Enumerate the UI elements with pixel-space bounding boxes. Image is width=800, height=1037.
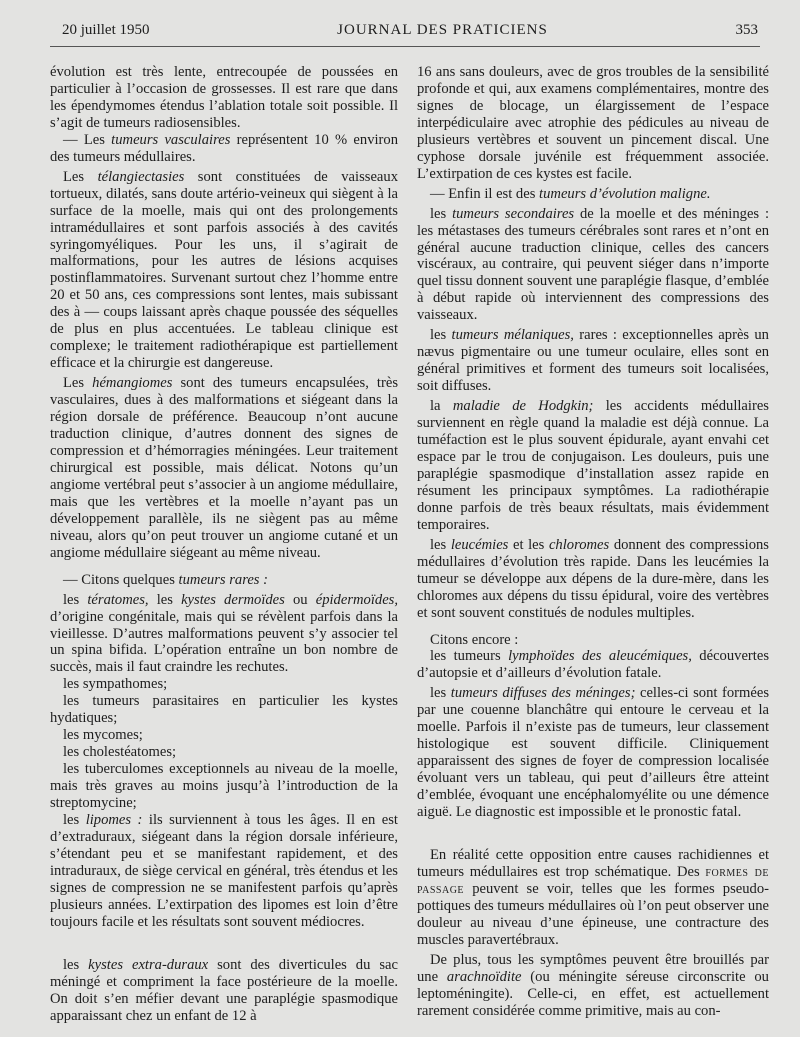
paragraph: En réalité cette opposition entre causes rachidiennes et tumeurs médullaires est trop schématique. Des formes de passage peuvent se voir, telles que les formes pseudo-pottiques des tumeurs médullaires où l’on peut observer une douleur au niveau d’une épineuse, une contracture des muscles paravertébraux. <box>417 846 769 948</box>
paragraph: — Enfin il est des tumeurs d’évolution maligne. <box>430 185 711 202</box>
paragraph: les tuberculomes exceptionnels au niveau de la moelle, mais très graves au moins jusqu’à l’introduction de la streptomycine; <box>50 761 398 812</box>
paragraph: 16 ans sans douleurs, avec de gros troubles de la sensibilité profonde et qui, aux examens complémentaires, montre des signes de blocage, un élargissement de l’espace interpédiculaire avec atrophie des pédicules au niveau de plusieurs vertèbres et souvent un pincement discal. Une cyphose dorsale juvénile est fréquemment associée. L’extirpation de ces kystes est facile. <box>417 64 769 182</box>
left-column <box>50 64 398 1027</box>
paragraph: — Citons quelques tumeurs rares : <box>63 571 268 588</box>
paragraph: les sympathomes; <box>63 676 168 693</box>
paragraph: les tératomes, les kystes dermoïdes ou épidermoïdes, d’origine congénitale, mais qui se révèlent parfois dans la vieillesse. D’autres malformations peuvent s’y associer tel un spina bifida. L’opération entraîne un bon nombre de succès, mais il faut craindre les rechutes. <box>50 591 398 676</box>
paragraph: les tumeurs diffuses des méninges; celles-ci sont formées par une couenne blanchâtre qui entoure le cerveau et la moelle. Parfois il n’existe pas de tumeurs, leur classement histologique est souvent difficile. Cliniquement apparaissent des signes de foyer de compression localisée évoluant vers un tableau, qui peut d’ailleurs être atteint d’emblée, évoquant une encéphalomyélite ou une démence aiguë. Le diagnostic est impossible et le pronostic fatal. <box>417 685 769 821</box>
paragraph: — Les tumeurs vasculaires représentent 10 % environ des tumeurs médullaires. <box>50 131 398 165</box>
paragraph: De plus, tous les symptômes peuvent être brouillés par une arachnoïdite (ou méningite séreuse circonscrite ou leptoméningite). Celle-ci, en effet, est actuellement rarement considérée comme primitive, mais au con- <box>417 951 769 1019</box>
paragraph: les mycomes; <box>63 727 143 744</box>
header-date: 20 juillet 1950 <box>62 22 150 38</box>
paragraph: les cholestéatomes; <box>63 744 177 761</box>
right-column <box>417 64 769 1027</box>
page-header <box>62 22 758 44</box>
paragraph: les kystes extra-duraux sont des diverticules du sac méningé et compriment la face postérieure de la moelle. On doit s’en méfier devant une paraplégie spasmodique apparaissant chez un enfant de 12 à <box>50 956 398 1024</box>
paragraph: Citons encore : <box>430 631 519 648</box>
paragraph: les leucémies et les chloromes donnent des compressions médullaires d’évolution très rapide. Dans les leucémies la tumeur se développe aux dépens de la dure-mère, dans les chloromes aux dépens du tissu épidural, voire des vertèbres et sont souvent constitués de nodules multiples. <box>417 536 769 621</box>
paragraph: les tumeurs secondaires de la moelle et des méninges : les métastases des tumeurs cérébrales sont rares et n’ont en général aucune traduction clinique, celles des cancers viscéraux, au contraire, qui peuvent siéger dans n’importe quel tissu donnent souvent une paraplégie flasque, d’emblée à début rapide où interviennent des compressions des vaisseaux. <box>417 205 769 324</box>
paragraph: les tumeurs lymphoïdes des aleucémiques, découvertes d’autopsie et d’ailleurs d’évolution fatale. <box>417 648 769 682</box>
paragraph: les lipomes : ils surviennent à tous les âges. Il en est d’extraduraux, siégeant dans la région dorsale inférieure, s’étendant peu et se manifestant rapidement, et des intraduraux, de siège cervical en général, très étendus et les signes de compression ne se manifestent parfois qu’après plusieurs années. L’extirpation des lipomes est loin d’être toujours facile et les résultats sont souvent médiocres. <box>50 811 398 930</box>
header-journal-title: JOURNAL DES PRATICIENS <box>337 22 548 38</box>
header-page-number: 353 <box>735 22 758 38</box>
paragraph: Les hémangiomes sont des tumeurs encapsulées, très vasculaires, dues à des malformations et siégeant dans la région dorsale de préférence. Beaucoup n’ont aucune traduction clinique, d’autres donnent des signes de compression et d’hémorragies méningées. Leur traitement chirurgical est possible, mais délicat. Notons qu’un angiome vertébral peut s’associer à un angiome médullaire, mais que les vertèbres et la moelle n’ayant pas un développement parallèle, ils ne siègent pas au même niveau, alors qu’on peut trouver un angiome cutané et un angiome médullaire siégeant au même niveau. <box>50 375 398 561</box>
paragraph: Les télangiectasies sont constituées de vaisseaux tortueux, dilatés, sans doute artério-veineux qui siègent à la surface de la moelle, mais qui ont des prolongements intramédullaires et sont parfois associés à des cavités syringomyéliques. Pour les uns, il s’agirait de malformations, pour les autres de lésions acquises postinflammatoires. Survenant surtout chez l’homme entre 20 et 50 ans, ces compressions sont lentes, mais subissant des à — coups laissant après chaque poussée des séquelles de plus en plus accentuées. Le tableau clinique est complexe; le traitement radiothérapique est partiellement efficace et la chirurgie est dangereuse. <box>50 168 398 372</box>
paragraph: la maladie de Hodgkin; les accidents médullaires surviennent en règle quand la maladie est déjà connue. La tuméfaction est le plus souvent épidurale, ayant envahi cet espace par le trou de conjugaison. Les douleurs, puis une paraplégie spasmodique d’installation assez rapide en résument les principaux symptômes. La radiothérapie donne parfois de très beaux résultats, mais évidemment temporaires. <box>417 398 769 533</box>
paragraph: les tumeurs parasitaires en particulier les kystes hydatiques; <box>50 693 398 727</box>
paragraph: les tumeurs mélaniques, rares : exceptionnelles après un nævus pigmentaire ou une tumeur oculaire, elles sont en général primitives et forment des tumeurs soit localisées, soit diffuses. <box>417 327 769 395</box>
header-rule <box>50 46 760 47</box>
paragraph: évolution est très lente, entrecoupée de poussées en particulier à l’occasion de grossesses. Il est rare que dans les épendymomes étendus l’ablation totale soit possible. Il s’agit de tumeurs radiosensibles. <box>50 64 398 131</box>
